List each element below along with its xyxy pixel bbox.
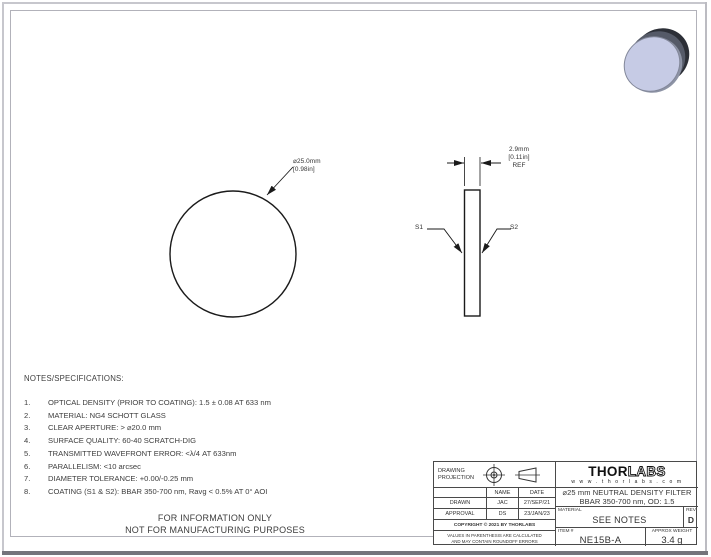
note-item xyxy=(24,422,354,435)
note-item xyxy=(24,410,354,423)
drawing-projection-cell xyxy=(434,462,556,488)
note-text: OPTICAL DENSITY (PRIOR TO COATING): 1.5 ± 0.08 AT 633 nm xyxy=(48,398,271,407)
note-text: DIAMETER TOLERANCE: +0.00/-0.25 mm xyxy=(48,474,194,484)
material-value: SEE NOTES xyxy=(592,515,647,525)
copyright-cell: COPYRIGHT © 2021 BY THORLABS xyxy=(434,520,556,531)
thickness-value: 2.9mm xyxy=(508,146,530,153)
notes-list xyxy=(24,397,354,499)
drawing-title-cell xyxy=(556,488,698,507)
note-text: TRANSMITTED WAVEFRONT ERROR: <λ/4 AT 633nm xyxy=(48,448,237,458)
note-number: 1. xyxy=(24,398,31,407)
note-number: 7. xyxy=(24,474,31,484)
weight-label: APPROX WEIGHT xyxy=(651,529,693,534)
note-text: COATING (S1 & S2): BBAR 350-700 nm, Ravg < 0.5% AT 0° AOI xyxy=(48,486,268,496)
projection-label: DRAWING PROJECTION xyxy=(438,467,475,481)
page-edge-left xyxy=(2,2,4,552)
note-item xyxy=(24,448,354,461)
material-label: MATERIAL xyxy=(558,508,582,513)
thorlabs-url: w w w . t h o r l a b s . c o m xyxy=(571,478,683,485)
approx-weight-cell xyxy=(646,528,698,546)
thickness-inches: [0.11in] xyxy=(508,154,530,161)
target-projection-icon xyxy=(483,464,505,486)
info-only-line1: FOR INFORMATION ONLY xyxy=(157,513,273,523)
diameter-value: ⌀25.0mm xyxy=(293,158,321,165)
name-header-cell: NAME xyxy=(487,488,519,498)
cone-projection-icon xyxy=(515,468,540,482)
note-text: CLEAR APERTURE: > ⌀20.0 mm xyxy=(48,423,162,433)
thickness-ref: REF xyxy=(512,162,526,169)
title-line1: ⌀25 mm NEUTRAL DENSITY FILTER xyxy=(562,488,692,497)
title-block xyxy=(433,461,697,545)
rev-cell xyxy=(684,507,698,528)
notes-heading: NOTES/SPECIFICATIONS: xyxy=(24,374,124,383)
date-header-cell: DATE xyxy=(519,488,556,498)
thorlabs-logo-cell xyxy=(556,462,698,488)
note-item xyxy=(24,397,354,410)
note-item xyxy=(24,461,354,474)
disclaimer-line1: VALUES IN PARENTHESIS ARE CALCULATED xyxy=(447,533,542,539)
note-number: 2. xyxy=(24,410,31,420)
rev-value: D xyxy=(687,515,695,525)
information-only-note xyxy=(70,513,360,537)
weight-value: 3.4 g xyxy=(661,534,683,546)
thickness-dimension xyxy=(499,146,539,170)
note-item xyxy=(24,435,354,448)
rev-label: REV xyxy=(686,508,696,513)
note-number: 4. xyxy=(24,436,31,446)
note-text: SURFACE QUALITY: 60-40 SCRATCH-DIG xyxy=(48,436,196,446)
item-number-cell xyxy=(556,528,646,546)
logo-labs: LABS xyxy=(627,463,666,479)
note-number: 3. xyxy=(24,423,31,433)
note-number: 8. xyxy=(24,486,31,496)
projection-symbols xyxy=(481,463,543,487)
disclaimer-line2: AND MAY CONTAIN ROUNDOFF ERRORS xyxy=(451,538,538,544)
note-item xyxy=(24,473,354,486)
approval-date-cell: 23/JAN/23 xyxy=(519,509,556,520)
approval-name-cell: DS xyxy=(487,509,519,520)
logo-thor: THOR xyxy=(588,463,628,479)
page-edge-right xyxy=(705,2,707,552)
material-cell xyxy=(556,507,684,528)
page-edge-top xyxy=(2,2,707,4)
notes-section xyxy=(24,374,354,499)
note-number: 6. xyxy=(24,461,31,471)
item-value: NE15B-A xyxy=(579,534,622,546)
info-only-line2: NOT FOR MANUFACTURING PURPOSES xyxy=(125,524,305,535)
note-number: 5. xyxy=(24,448,31,458)
drawn-label-cell: DRAWN xyxy=(434,498,487,509)
item-label: ITEM # xyxy=(558,529,574,534)
note-item xyxy=(24,486,354,499)
filter-photo xyxy=(619,28,695,100)
diameter-inches: [0.98in] xyxy=(293,166,315,173)
surface-2-label: S2 xyxy=(510,224,519,231)
surface-1-label: S1 xyxy=(415,224,424,231)
note-text: PARALLELISM: <10 arcsec xyxy=(48,461,141,471)
note-text: MATERIAL: NG4 SCHOTT GLASS xyxy=(48,410,166,420)
approval-label-cell: APPROVAL xyxy=(434,509,487,520)
title-line2: BBAR 350-700 nm, OD: 1.5 xyxy=(579,497,675,506)
disclaimer-cell xyxy=(434,531,556,546)
page-edge-bottom xyxy=(2,551,708,555)
drawn-date-cell: 27/SEP/21 xyxy=(519,498,556,509)
diameter-dimension xyxy=(293,158,321,174)
thorlabs-logo xyxy=(588,465,665,478)
empty-header-cell xyxy=(434,488,487,498)
drawn-name-cell: JAC xyxy=(487,498,519,509)
